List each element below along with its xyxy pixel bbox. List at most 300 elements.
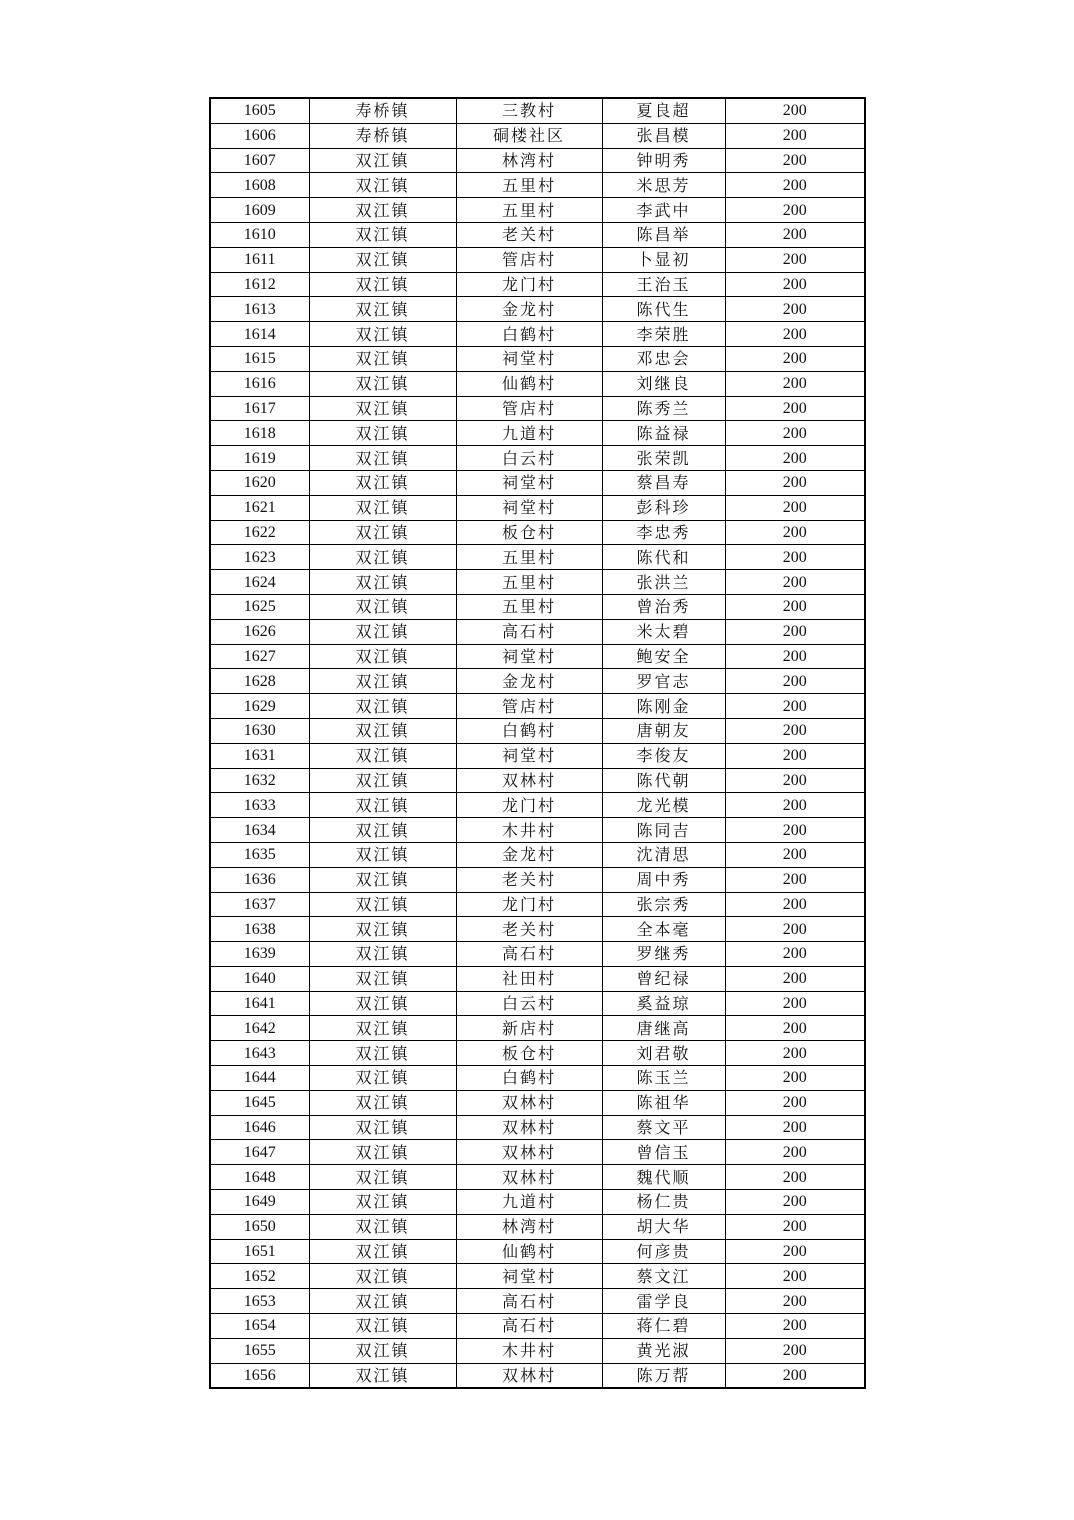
amount-cell: 200 bbox=[725, 495, 865, 520]
town-cell: 双江镇 bbox=[309, 545, 456, 570]
person-name-cell: 陈代生 bbox=[602, 297, 725, 322]
person-name-cell: 米太碧 bbox=[602, 619, 725, 644]
table-row bbox=[210, 247, 865, 272]
person-name-cell: 奚益琼 bbox=[602, 991, 725, 1016]
table-row bbox=[210, 1264, 865, 1289]
table-row bbox=[210, 1289, 865, 1314]
amount-cell: 200 bbox=[725, 743, 865, 768]
village-cell: 五里村 bbox=[456, 570, 602, 595]
town-cell: 双江镇 bbox=[309, 1338, 456, 1363]
town-cell: 双江镇 bbox=[309, 570, 456, 595]
table-row bbox=[210, 991, 865, 1016]
amount-cell: 200 bbox=[725, 966, 865, 991]
village-cell: 高石村 bbox=[456, 619, 602, 644]
row-number-cell: 1617 bbox=[210, 396, 309, 421]
amount-cell: 200 bbox=[725, 173, 865, 198]
village-cell: 硐楼社区 bbox=[456, 123, 602, 148]
town-cell: 双江镇 bbox=[309, 594, 456, 619]
village-cell: 板仓村 bbox=[456, 520, 602, 545]
amount-cell: 200 bbox=[725, 98, 865, 123]
amount-cell: 200 bbox=[725, 1041, 865, 1066]
person-name-cell: 陈玉兰 bbox=[602, 1066, 725, 1091]
person-name-cell: 蔡文江 bbox=[602, 1264, 725, 1289]
town-cell: 双江镇 bbox=[309, 793, 456, 818]
amount-cell: 200 bbox=[725, 1165, 865, 1190]
table-row bbox=[210, 545, 865, 570]
amount-cell: 200 bbox=[725, 942, 865, 967]
person-name-cell: 杨仁贵 bbox=[602, 1190, 725, 1215]
amount-cell: 200 bbox=[725, 198, 865, 223]
table-row bbox=[210, 346, 865, 371]
amount-cell: 200 bbox=[725, 222, 865, 247]
amount-cell: 200 bbox=[725, 1239, 865, 1264]
person-name-cell: 唐继高 bbox=[602, 1016, 725, 1041]
table-row bbox=[210, 718, 865, 743]
village-cell: 老关村 bbox=[456, 917, 602, 942]
amount-cell: 200 bbox=[725, 446, 865, 471]
row-number-cell: 1633 bbox=[210, 793, 309, 818]
table-row bbox=[210, 173, 865, 198]
village-cell: 三教村 bbox=[456, 98, 602, 123]
table-row bbox=[210, 421, 865, 446]
row-number-cell: 1646 bbox=[210, 1115, 309, 1140]
town-cell: 双江镇 bbox=[309, 272, 456, 297]
amount-cell: 200 bbox=[725, 1190, 865, 1215]
village-cell: 双林村 bbox=[456, 1165, 602, 1190]
village-cell: 龙门村 bbox=[456, 892, 602, 917]
town-cell: 双江镇 bbox=[309, 1066, 456, 1091]
town-cell: 双江镇 bbox=[309, 892, 456, 917]
amount-cell: 200 bbox=[725, 272, 865, 297]
amount-cell: 200 bbox=[725, 123, 865, 148]
row-number-cell: 1655 bbox=[210, 1338, 309, 1363]
row-number-cell: 1650 bbox=[210, 1214, 309, 1239]
table-row bbox=[210, 619, 865, 644]
table-row bbox=[210, 1140, 865, 1165]
row-number-cell: 1610 bbox=[210, 222, 309, 247]
village-cell: 高石村 bbox=[456, 942, 602, 967]
person-name-cell: 蒋仁碧 bbox=[602, 1314, 725, 1339]
row-number-cell: 1626 bbox=[210, 619, 309, 644]
village-cell: 双林村 bbox=[456, 1363, 602, 1388]
village-cell: 九道村 bbox=[456, 421, 602, 446]
person-name-cell: 周中秀 bbox=[602, 867, 725, 892]
amount-cell: 200 bbox=[725, 818, 865, 843]
amount-cell: 200 bbox=[725, 1090, 865, 1115]
table-row bbox=[210, 222, 865, 247]
table-row bbox=[210, 669, 865, 694]
person-name-cell: 邓忠会 bbox=[602, 346, 725, 371]
village-cell: 祠堂村 bbox=[456, 495, 602, 520]
village-cell: 金龙村 bbox=[456, 669, 602, 694]
amount-cell: 200 bbox=[725, 917, 865, 942]
person-name-cell: 夏良超 bbox=[602, 98, 725, 123]
table-row bbox=[210, 743, 865, 768]
row-number-cell: 1647 bbox=[210, 1140, 309, 1165]
town-cell: 双江镇 bbox=[309, 867, 456, 892]
person-name-cell: 曾治秀 bbox=[602, 594, 725, 619]
person-name-cell: 张宗秀 bbox=[602, 892, 725, 917]
town-cell: 双江镇 bbox=[309, 495, 456, 520]
row-number-cell: 1645 bbox=[210, 1090, 309, 1115]
person-name-cell: 何彦贵 bbox=[602, 1239, 725, 1264]
row-number-cell: 1608 bbox=[210, 173, 309, 198]
table-row bbox=[210, 470, 865, 495]
village-cell: 木井村 bbox=[456, 1338, 602, 1363]
town-cell: 双江镇 bbox=[309, 718, 456, 743]
village-cell: 五里村 bbox=[456, 594, 602, 619]
row-number-cell: 1649 bbox=[210, 1190, 309, 1215]
amount-cell: 200 bbox=[725, 1289, 865, 1314]
village-cell: 双林村 bbox=[456, 1090, 602, 1115]
amount-cell: 200 bbox=[725, 793, 865, 818]
person-name-cell: 鲍安全 bbox=[602, 644, 725, 669]
amount-cell: 200 bbox=[725, 1214, 865, 1239]
table-row bbox=[210, 1239, 865, 1264]
town-cell: 双江镇 bbox=[309, 1314, 456, 1339]
village-cell: 管店村 bbox=[456, 396, 602, 421]
village-cell: 管店村 bbox=[456, 247, 602, 272]
amount-cell: 200 bbox=[725, 842, 865, 867]
row-number-cell: 1632 bbox=[210, 768, 309, 793]
row-number-cell: 1656 bbox=[210, 1363, 309, 1388]
person-name-cell: 王治玉 bbox=[602, 272, 725, 297]
table-row bbox=[210, 98, 865, 123]
village-cell: 白鹤村 bbox=[456, 718, 602, 743]
person-name-cell: 卜显初 bbox=[602, 247, 725, 272]
row-number-cell: 1642 bbox=[210, 1016, 309, 1041]
town-cell: 双江镇 bbox=[309, 1363, 456, 1388]
row-number-cell: 1624 bbox=[210, 570, 309, 595]
town-cell: 双江镇 bbox=[309, 470, 456, 495]
town-cell: 双江镇 bbox=[309, 917, 456, 942]
person-name-cell: 陈代和 bbox=[602, 545, 725, 570]
village-cell: 高石村 bbox=[456, 1289, 602, 1314]
table-row bbox=[210, 495, 865, 520]
village-cell: 白云村 bbox=[456, 991, 602, 1016]
amount-cell: 200 bbox=[725, 396, 865, 421]
town-cell: 双江镇 bbox=[309, 1214, 456, 1239]
table-row bbox=[210, 867, 865, 892]
roster-table bbox=[209, 97, 866, 1389]
village-cell: 祠堂村 bbox=[456, 644, 602, 669]
row-number-cell: 1609 bbox=[210, 198, 309, 223]
amount-cell: 200 bbox=[725, 346, 865, 371]
table-row bbox=[210, 198, 865, 223]
table-row bbox=[210, 1190, 865, 1215]
table-row bbox=[210, 148, 865, 173]
table-row bbox=[210, 1363, 865, 1388]
person-name-cell: 黄光淑 bbox=[602, 1338, 725, 1363]
village-cell: 木井村 bbox=[456, 818, 602, 843]
town-cell: 双江镇 bbox=[309, 247, 456, 272]
person-name-cell: 陈秀兰 bbox=[602, 396, 725, 421]
amount-cell: 200 bbox=[725, 247, 865, 272]
person-name-cell: 刘继良 bbox=[602, 371, 725, 396]
person-name-cell: 刘君敬 bbox=[602, 1041, 725, 1066]
amount-cell: 200 bbox=[725, 867, 865, 892]
amount-cell: 200 bbox=[725, 1363, 865, 1388]
amount-cell: 200 bbox=[725, 991, 865, 1016]
town-cell: 双江镇 bbox=[309, 421, 456, 446]
person-name-cell: 沈清思 bbox=[602, 842, 725, 867]
row-number-cell: 1641 bbox=[210, 991, 309, 1016]
table-row bbox=[210, 1066, 865, 1091]
person-name-cell: 蔡文平 bbox=[602, 1115, 725, 1140]
amount-cell: 200 bbox=[725, 644, 865, 669]
row-number-cell: 1653 bbox=[210, 1289, 309, 1314]
town-cell: 双江镇 bbox=[309, 346, 456, 371]
village-cell: 双林村 bbox=[456, 768, 602, 793]
town-cell: 双江镇 bbox=[309, 768, 456, 793]
table-row bbox=[210, 123, 865, 148]
table-row bbox=[210, 1115, 865, 1140]
town-cell: 双江镇 bbox=[309, 1115, 456, 1140]
amount-cell: 200 bbox=[725, 594, 865, 619]
table-row bbox=[210, 644, 865, 669]
town-cell: 寿桥镇 bbox=[309, 123, 456, 148]
village-cell: 老关村 bbox=[456, 222, 602, 247]
village-cell: 祠堂村 bbox=[456, 743, 602, 768]
town-cell: 双江镇 bbox=[309, 991, 456, 1016]
town-cell: 双江镇 bbox=[309, 520, 456, 545]
village-cell: 仙鹤村 bbox=[456, 1239, 602, 1264]
village-cell: 龙门村 bbox=[456, 272, 602, 297]
table-row bbox=[210, 966, 865, 991]
person-name-cell: 陈代朝 bbox=[602, 768, 725, 793]
row-number-cell: 1627 bbox=[210, 644, 309, 669]
town-cell: 双江镇 bbox=[309, 222, 456, 247]
table-row bbox=[210, 842, 865, 867]
person-name-cell: 钟明秀 bbox=[602, 148, 725, 173]
town-cell: 双江镇 bbox=[309, 842, 456, 867]
amount-cell: 200 bbox=[725, 1140, 865, 1165]
person-name-cell: 罗官志 bbox=[602, 669, 725, 694]
row-number-cell: 1614 bbox=[210, 322, 309, 347]
row-number-cell: 1635 bbox=[210, 842, 309, 867]
amount-cell: 200 bbox=[725, 1264, 865, 1289]
village-cell: 龙门村 bbox=[456, 793, 602, 818]
village-cell: 祠堂村 bbox=[456, 1264, 602, 1289]
amount-cell: 200 bbox=[725, 1338, 865, 1363]
row-number-cell: 1623 bbox=[210, 545, 309, 570]
amount-cell: 200 bbox=[725, 1314, 865, 1339]
row-number-cell: 1634 bbox=[210, 818, 309, 843]
village-cell: 新店村 bbox=[456, 1016, 602, 1041]
village-cell: 高石村 bbox=[456, 1314, 602, 1339]
row-number-cell: 1607 bbox=[210, 148, 309, 173]
row-number-cell: 1615 bbox=[210, 346, 309, 371]
table-row bbox=[210, 917, 865, 942]
table-row bbox=[210, 446, 865, 471]
town-cell: 双江镇 bbox=[309, 644, 456, 669]
village-cell: 五里村 bbox=[456, 173, 602, 198]
town-cell: 双江镇 bbox=[309, 173, 456, 198]
town-cell: 双江镇 bbox=[309, 297, 456, 322]
amount-cell: 200 bbox=[725, 718, 865, 743]
town-cell: 双江镇 bbox=[309, 198, 456, 223]
town-cell: 双江镇 bbox=[309, 148, 456, 173]
row-number-cell: 1605 bbox=[210, 98, 309, 123]
table-row bbox=[210, 768, 865, 793]
town-cell: 双江镇 bbox=[309, 669, 456, 694]
table-row bbox=[210, 520, 865, 545]
table-row bbox=[210, 272, 865, 297]
amount-cell: 200 bbox=[725, 545, 865, 570]
table-row bbox=[210, 1041, 865, 1066]
amount-cell: 200 bbox=[725, 768, 865, 793]
person-name-cell: 蔡昌寿 bbox=[602, 470, 725, 495]
amount-cell: 200 bbox=[725, 148, 865, 173]
amount-cell: 200 bbox=[725, 297, 865, 322]
village-cell: 老关村 bbox=[456, 867, 602, 892]
village-cell: 双林村 bbox=[456, 1140, 602, 1165]
village-cell: 五里村 bbox=[456, 545, 602, 570]
table-row bbox=[210, 1338, 865, 1363]
row-number-cell: 1644 bbox=[210, 1066, 309, 1091]
row-number-cell: 1621 bbox=[210, 495, 309, 520]
amount-cell: 200 bbox=[725, 619, 865, 644]
amount-cell: 200 bbox=[725, 1016, 865, 1041]
town-cell: 双江镇 bbox=[309, 694, 456, 719]
row-number-cell: 1628 bbox=[210, 669, 309, 694]
person-name-cell: 全本毫 bbox=[602, 917, 725, 942]
village-cell: 板仓村 bbox=[456, 1041, 602, 1066]
amount-cell: 200 bbox=[725, 892, 865, 917]
amount-cell: 200 bbox=[725, 322, 865, 347]
town-cell: 双江镇 bbox=[309, 1041, 456, 1066]
person-name-cell: 陈益禄 bbox=[602, 421, 725, 446]
row-number-cell: 1618 bbox=[210, 421, 309, 446]
person-name-cell: 龙光模 bbox=[602, 793, 725, 818]
village-cell: 五里村 bbox=[456, 198, 602, 223]
town-cell: 寿桥镇 bbox=[309, 98, 456, 123]
row-number-cell: 1640 bbox=[210, 966, 309, 991]
person-name-cell: 曾纪禄 bbox=[602, 966, 725, 991]
village-cell: 祠堂村 bbox=[456, 346, 602, 371]
person-name-cell: 曾信玉 bbox=[602, 1140, 725, 1165]
person-name-cell: 彭科珍 bbox=[602, 495, 725, 520]
row-number-cell: 1651 bbox=[210, 1239, 309, 1264]
person-name-cell: 陈同吉 bbox=[602, 818, 725, 843]
amount-cell: 200 bbox=[725, 669, 865, 694]
person-name-cell: 李武中 bbox=[602, 198, 725, 223]
table-row bbox=[210, 1016, 865, 1041]
row-number-cell: 1639 bbox=[210, 942, 309, 967]
row-number-cell: 1636 bbox=[210, 867, 309, 892]
village-cell: 仙鹤村 bbox=[456, 371, 602, 396]
village-cell: 林湾村 bbox=[456, 148, 602, 173]
town-cell: 双江镇 bbox=[309, 396, 456, 421]
row-number-cell: 1631 bbox=[210, 743, 309, 768]
row-number-cell: 1629 bbox=[210, 694, 309, 719]
person-name-cell: 张洪兰 bbox=[602, 570, 725, 595]
amount-cell: 200 bbox=[725, 1066, 865, 1091]
table-row bbox=[210, 793, 865, 818]
row-number-cell: 1652 bbox=[210, 1264, 309, 1289]
amount-cell: 200 bbox=[725, 570, 865, 595]
person-name-cell: 李忠秀 bbox=[602, 520, 725, 545]
table-row bbox=[210, 694, 865, 719]
table-row bbox=[210, 594, 865, 619]
village-cell: 白鹤村 bbox=[456, 1066, 602, 1091]
village-cell: 社田村 bbox=[456, 966, 602, 991]
person-name-cell: 陈祖华 bbox=[602, 1090, 725, 1115]
row-number-cell: 1625 bbox=[210, 594, 309, 619]
row-number-cell: 1643 bbox=[210, 1041, 309, 1066]
town-cell: 双江镇 bbox=[309, 1239, 456, 1264]
village-cell: 金龙村 bbox=[456, 297, 602, 322]
table-row bbox=[210, 1165, 865, 1190]
town-cell: 双江镇 bbox=[309, 1090, 456, 1115]
row-number-cell: 1638 bbox=[210, 917, 309, 942]
village-cell: 白云村 bbox=[456, 446, 602, 471]
person-name-cell: 雷学良 bbox=[602, 1289, 725, 1314]
person-name-cell: 陈昌举 bbox=[602, 222, 725, 247]
town-cell: 双江镇 bbox=[309, 371, 456, 396]
town-cell: 双江镇 bbox=[309, 1190, 456, 1215]
town-cell: 双江镇 bbox=[309, 322, 456, 347]
village-cell: 祠堂村 bbox=[456, 470, 602, 495]
row-number-cell: 1613 bbox=[210, 297, 309, 322]
person-name-cell: 唐朝友 bbox=[602, 718, 725, 743]
amount-cell: 200 bbox=[725, 371, 865, 396]
town-cell: 双江镇 bbox=[309, 743, 456, 768]
person-name-cell: 罗继秀 bbox=[602, 942, 725, 967]
town-cell: 双江镇 bbox=[309, 1140, 456, 1165]
row-number-cell: 1612 bbox=[210, 272, 309, 297]
row-number-cell: 1622 bbox=[210, 520, 309, 545]
table-row bbox=[210, 297, 865, 322]
roster-table-body bbox=[210, 98, 865, 1388]
amount-cell: 200 bbox=[725, 421, 865, 446]
row-number-cell: 1606 bbox=[210, 123, 309, 148]
person-name-cell: 陈万帮 bbox=[602, 1363, 725, 1388]
row-number-cell: 1619 bbox=[210, 446, 309, 471]
amount-cell: 200 bbox=[725, 520, 865, 545]
table-row bbox=[210, 942, 865, 967]
village-cell: 九道村 bbox=[456, 1190, 602, 1215]
table-row bbox=[210, 1314, 865, 1339]
table-row bbox=[210, 892, 865, 917]
town-cell: 双江镇 bbox=[309, 966, 456, 991]
amount-cell: 200 bbox=[725, 470, 865, 495]
table-row bbox=[210, 1090, 865, 1115]
town-cell: 双江镇 bbox=[309, 446, 456, 471]
person-name-cell: 张荣凯 bbox=[602, 446, 725, 471]
row-number-cell: 1654 bbox=[210, 1314, 309, 1339]
person-name-cell: 魏代顺 bbox=[602, 1165, 725, 1190]
town-cell: 双江镇 bbox=[309, 1289, 456, 1314]
table-row bbox=[210, 322, 865, 347]
row-number-cell: 1620 bbox=[210, 470, 309, 495]
village-cell: 林湾村 bbox=[456, 1214, 602, 1239]
row-number-cell: 1630 bbox=[210, 718, 309, 743]
village-cell: 白鹤村 bbox=[456, 322, 602, 347]
village-cell: 双林村 bbox=[456, 1115, 602, 1140]
town-cell: 双江镇 bbox=[309, 1016, 456, 1041]
person-name-cell: 米思芳 bbox=[602, 173, 725, 198]
amount-cell: 200 bbox=[725, 1115, 865, 1140]
table-row bbox=[210, 371, 865, 396]
village-cell: 金龙村 bbox=[456, 842, 602, 867]
table-row bbox=[210, 1214, 865, 1239]
person-name-cell: 李荣胜 bbox=[602, 322, 725, 347]
person-name-cell: 张昌模 bbox=[602, 123, 725, 148]
town-cell: 双江镇 bbox=[309, 942, 456, 967]
table-row bbox=[210, 570, 865, 595]
table-row bbox=[210, 396, 865, 421]
